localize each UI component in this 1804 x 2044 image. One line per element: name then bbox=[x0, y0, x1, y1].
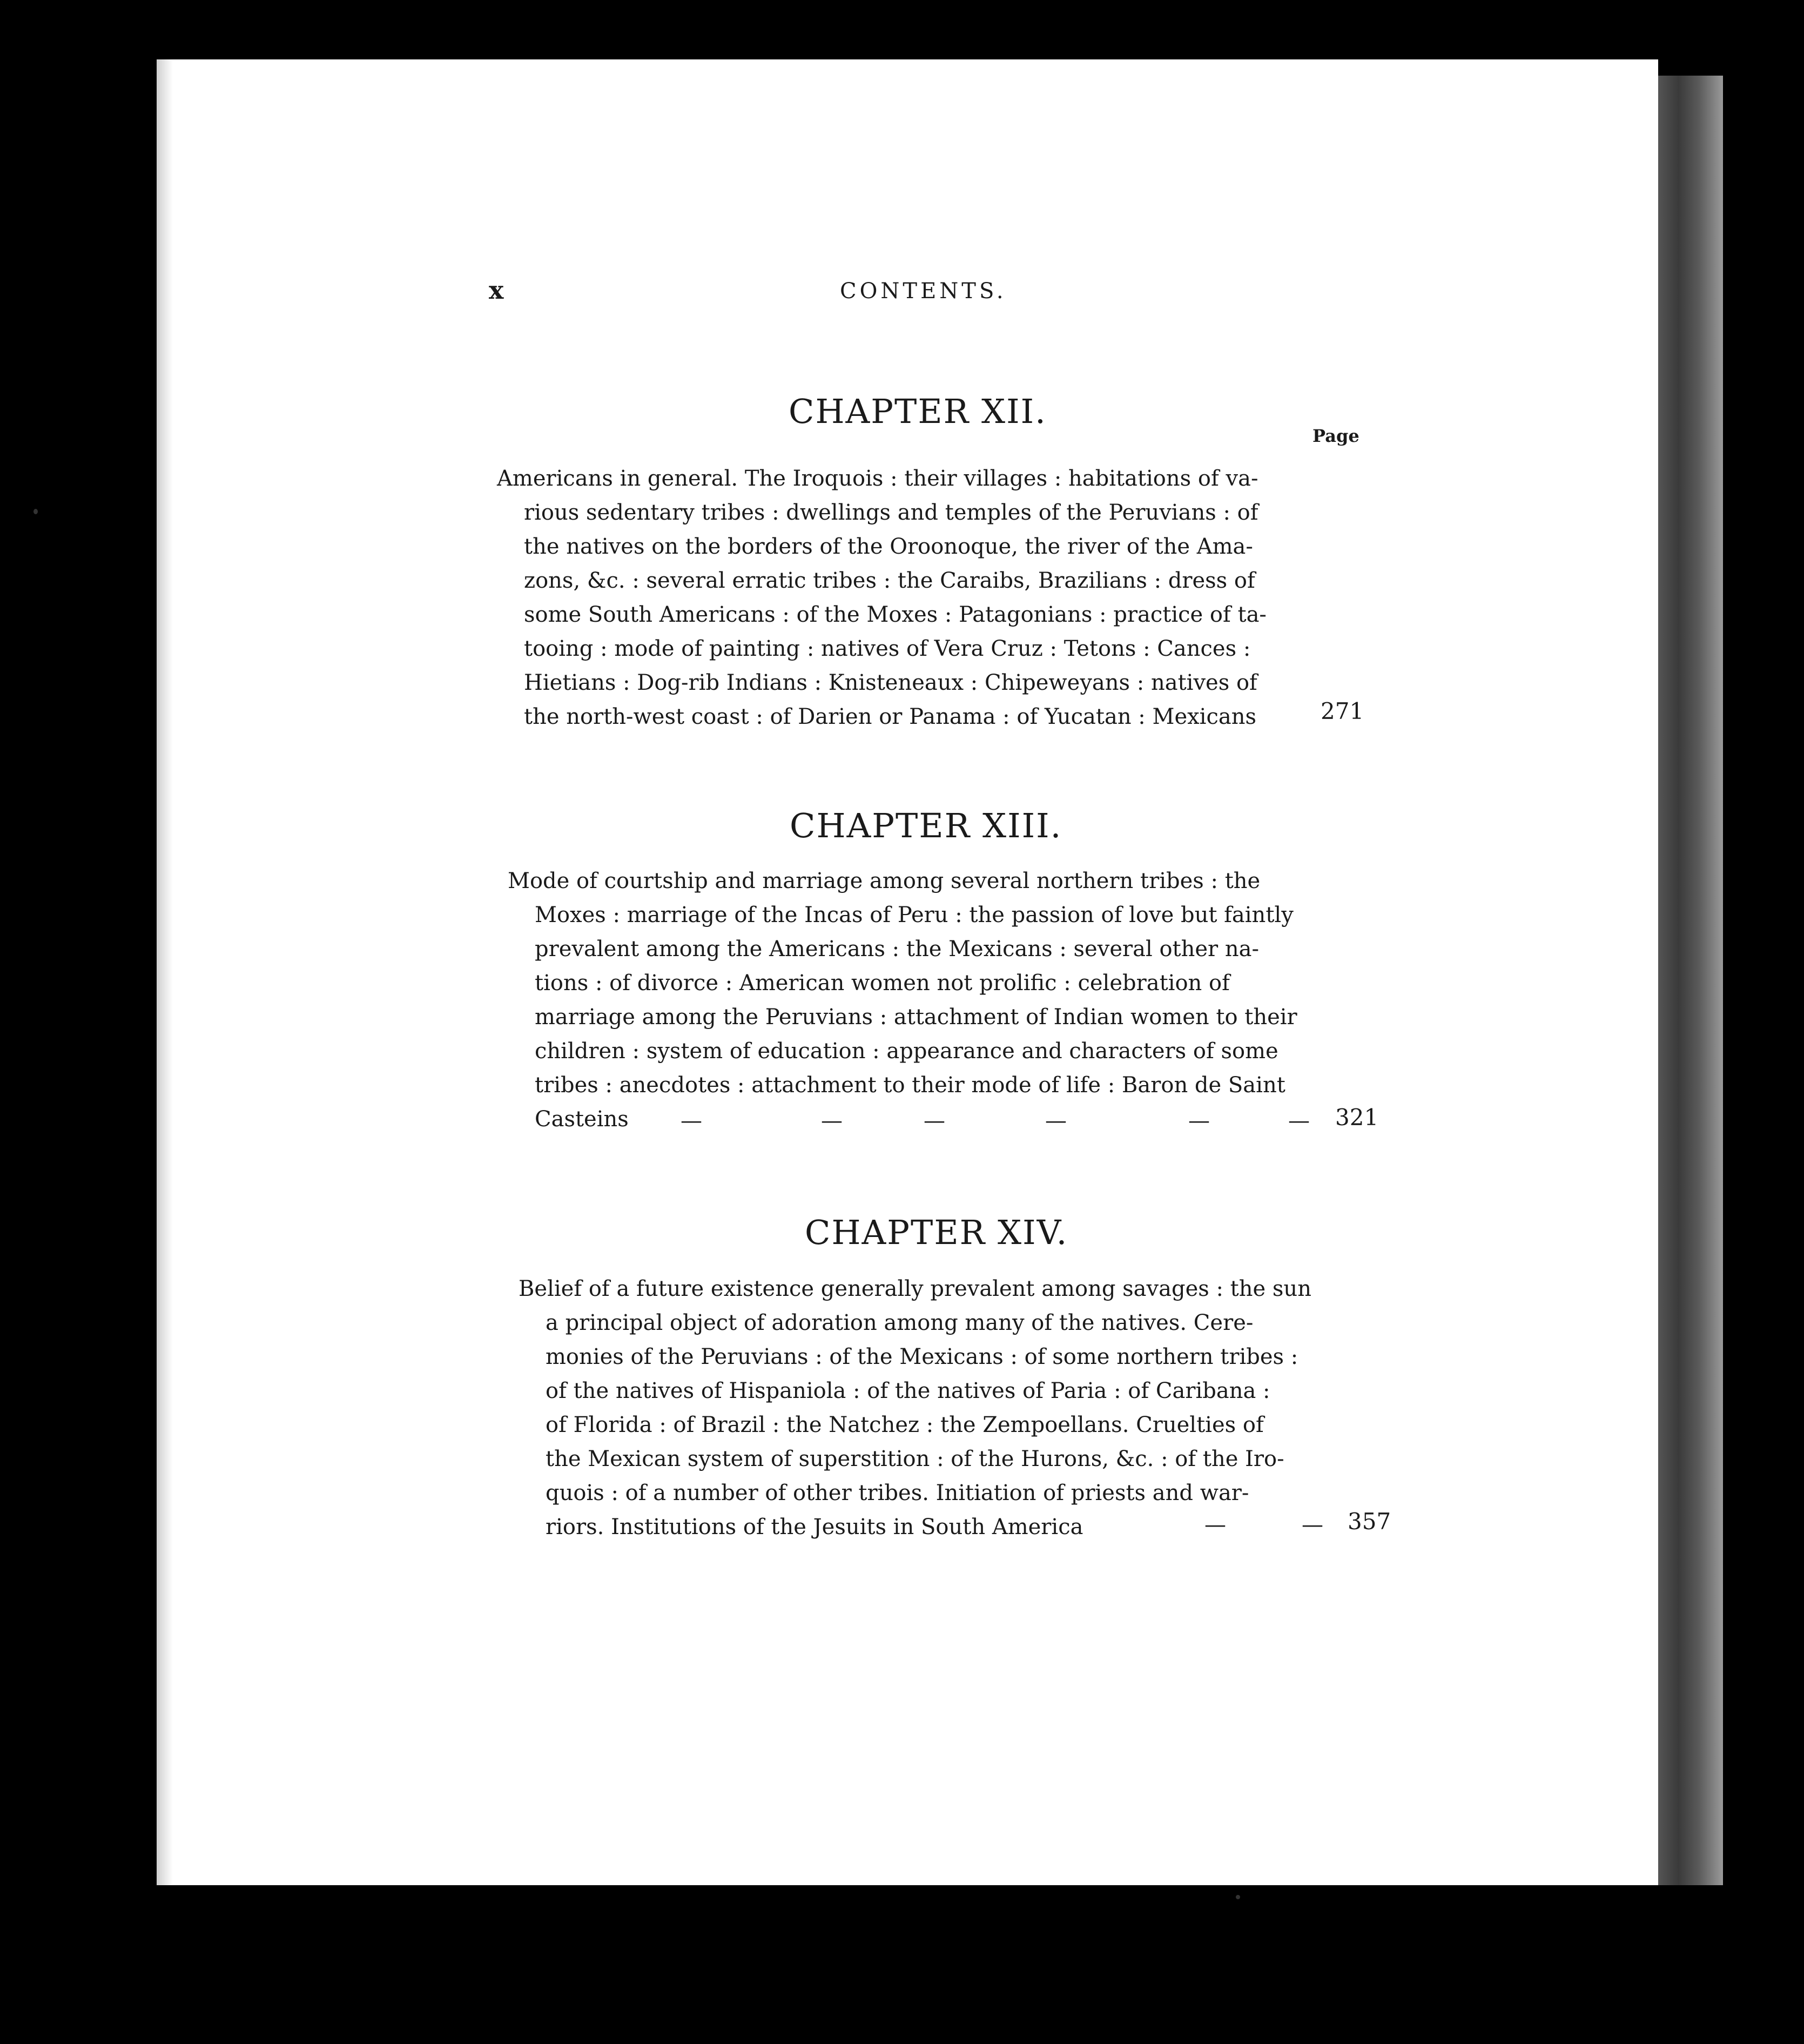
summary-line: Casteins bbox=[535, 1107, 629, 1132]
summary-line: Americans in general. The Iroquois : their villages : habitations of va- bbox=[497, 466, 1258, 491]
summary-line: children : system of education : appearance and characters of some bbox=[535, 1039, 1278, 1064]
leader-dash: — bbox=[1204, 1512, 1226, 1537]
summary-line: the Mexican system of superstition : of the Hurons, &c. : of the Iro- bbox=[546, 1447, 1284, 1471]
summary-line: Moxes : marriage of the Incas of Peru : the passion of love but faintly bbox=[535, 903, 1294, 927]
summary-line: rious sedentary tribes : dwellings and temples of the Peruvians : of bbox=[524, 500, 1258, 525]
leader-dash: — bbox=[1302, 1512, 1323, 1537]
chapter-xiv-heading: CHAPTER XIV. bbox=[805, 1213, 1068, 1252]
summary-line: tions : of divorce : American women not prolific : celebration of bbox=[535, 971, 1230, 996]
summary-line: tooing : mode of painting : natives of Vera Cruz : Tetons : Cances : bbox=[524, 636, 1251, 661]
leader-dash: — bbox=[1288, 1108, 1310, 1133]
running-head bbox=[489, 275, 1612, 308]
chapter-xiii-page: 321 bbox=[1335, 1104, 1379, 1131]
leader-dash: — bbox=[1045, 1108, 1067, 1133]
scan-speck bbox=[1236, 1895, 1240, 1899]
chapter-xii-summary bbox=[497, 462, 1267, 734]
folio-number: x bbox=[489, 275, 504, 305]
summary-line: monies of the Peruvians : of the Mexicans : of some northern tribes : bbox=[546, 1344, 1298, 1369]
chapter-xii-page: 271 bbox=[1321, 698, 1364, 724]
chapter-xiii-summary bbox=[508, 864, 1297, 1137]
summary-line: tribes : anecdotes : attachment to their mode of life : Baron de Saint bbox=[535, 1073, 1285, 1098]
summary-line: prevalent among the Americans : the Mexicans : several other na- bbox=[535, 937, 1260, 962]
summary-line: Belief of a future existence generally prevalent among savages : the sun bbox=[519, 1276, 1311, 1301]
summary-line: some South Americans : of the Moxes : Patagonians : practice of ta- bbox=[524, 602, 1267, 627]
summary-line: Hietians : Dog-rib Indians : Knisteneaux : Chipeweyans : natives of bbox=[524, 670, 1257, 695]
leader-dash: — bbox=[924, 1108, 945, 1133]
leader-dash: — bbox=[821, 1108, 843, 1133]
chapter-xiv-page: 357 bbox=[1348, 1508, 1391, 1535]
summary-line: the natives on the borders of the Oroonoque, the river of the Ama- bbox=[524, 534, 1253, 559]
summary-line: riors. Institutions of the Jesuits in South America bbox=[546, 1515, 1083, 1539]
summary-line: marriage among the Peruvians : attachment of Indian women to their bbox=[535, 1005, 1297, 1030]
gutter-shadow bbox=[157, 59, 173, 1885]
summary-line: the north-west coast : of Darien or Panama : of Yucatan : Mexicans bbox=[524, 704, 1257, 729]
chapter-xiii-heading: CHAPTER XIII. bbox=[790, 806, 1062, 845]
summary-line: Mode of courtship and marriage among several northern tribes : the bbox=[508, 869, 1261, 893]
summary-line: zons, &c. : several erratic tribes : the Caraibs, Brazilians : dress of bbox=[524, 568, 1255, 593]
leader-dash: — bbox=[681, 1108, 702, 1133]
leader-dash: — bbox=[1188, 1108, 1210, 1133]
summary-line: of Florida : of Brazil : the Natchez : the Zempoellans. Cruelties of bbox=[546, 1413, 1264, 1437]
running-head-title: CONTENTS. bbox=[840, 279, 1007, 304]
page-column-label: Page bbox=[1312, 426, 1359, 446]
summary-line: of the natives of Hispaniola : of the natives of Paria : of Caribana : bbox=[546, 1379, 1270, 1403]
chapter-xiv-summary bbox=[519, 1272, 1311, 1544]
scan-speck bbox=[33, 509, 38, 514]
summary-line: quois : of a number of other tribes. Initiation of priests and war- bbox=[546, 1481, 1249, 1505]
summary-line: a principal object of adoration among many of the natives. Cere- bbox=[546, 1310, 1254, 1335]
chapter-xii-heading: CHAPTER XII. bbox=[789, 392, 1047, 431]
